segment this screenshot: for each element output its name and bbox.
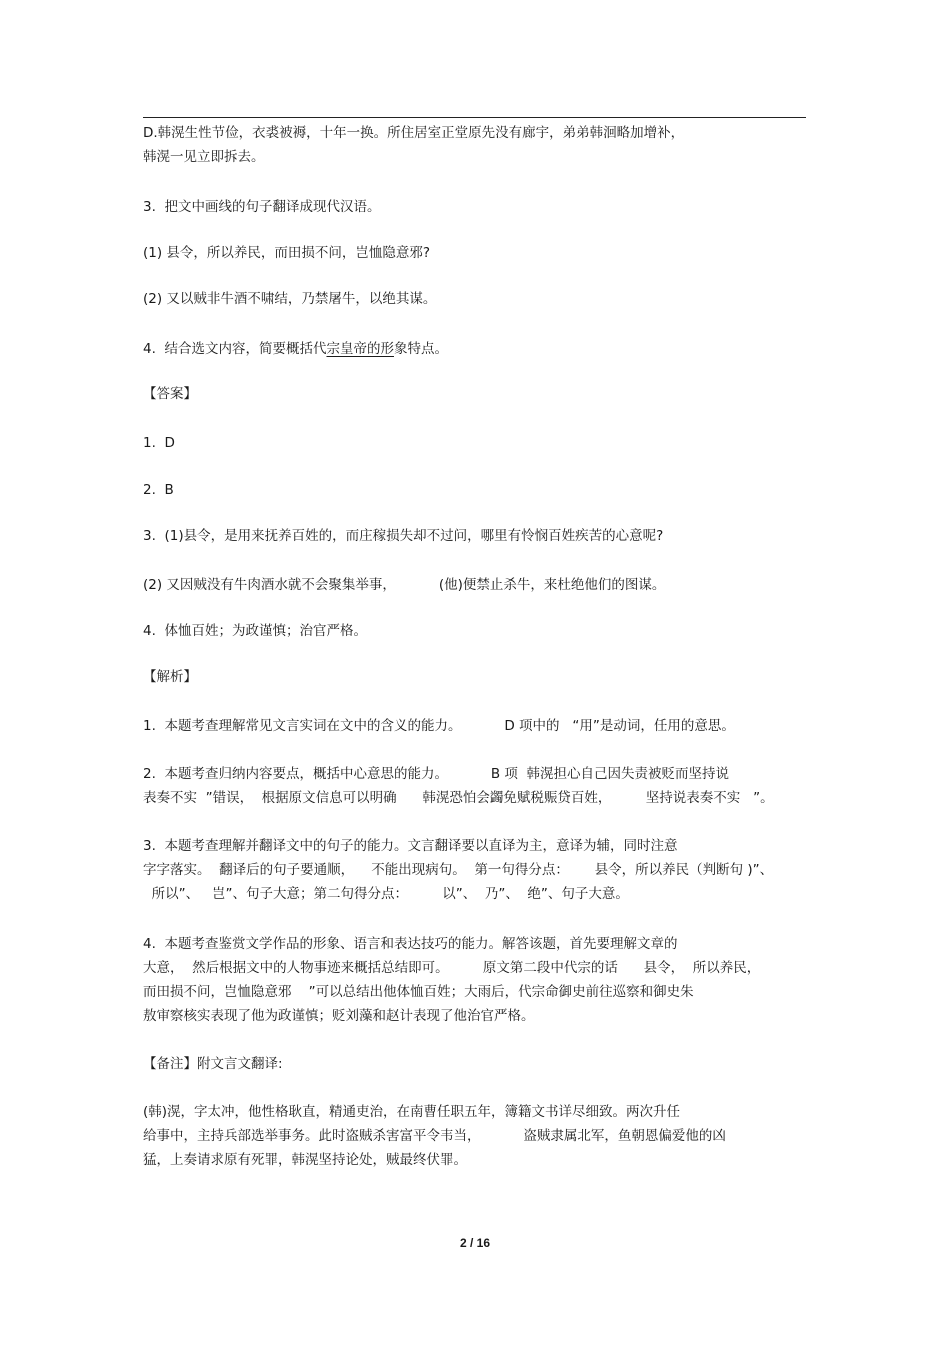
- analysis-paragraph-3-line-3: 所以”、 岂”、句子大意；第二句得分点： 以”、 乃”、 绝”、句子大意。: [143, 886, 629, 902]
- answer-3-part-2: (2) 又因贼没有牛肉酒水就不会聚集举事， (他)便禁止杀牛，来杜绝他们的图谋。: [143, 577, 666, 593]
- analysis-paragraph-4-line-3: 而田损不问，岂恤隐意邪 ”可以总结出他体恤百姓；大雨后，代宗命御史前往巡察和御史朱: [143, 984, 694, 1000]
- note-line-3: 猛，上奏请求原有死罪，韩滉坚持论处，贼最终伏罪。: [143, 1152, 467, 1168]
- note-line-1: (韩)滉，字太冲，他性格耿直，精通吏治，在南曹任职五年，簿籍文书详尽细致。两次升任: [143, 1104, 681, 1120]
- answer-2: 2. B: [143, 482, 174, 498]
- note-heading: 【备注】附文言文翻译:: [143, 1056, 283, 1072]
- analysis-paragraph-3-line-1: 3. 本题考查理解并翻译文中的句子的能力。文言翻译要以直译为主，意译为辅，同时注意: [143, 838, 678, 854]
- answer-4: 4. 体恤百姓；为政谨慎；治官严格。: [143, 623, 367, 639]
- question-4-stem-pre: 4. 结合选文内容，简要概括代: [143, 341, 327, 357]
- question-3-sentence-2: (2) 又以贼非牛酒不啸结，乃禁屠牛，以绝其谋。: [143, 291, 437, 307]
- question-3-stem: 3. 把文中画线的句子翻译成现代汉语。: [143, 199, 381, 215]
- answer-heading: 【答案】: [143, 386, 197, 402]
- analysis-paragraph-4-line-4: 敖审察核实表现了他为政谨慎；贬刘藻和赵计表现了他治官严格。: [143, 1008, 535, 1024]
- analysis-paragraph-1: 1. 本题考查理解常见文言实词在文中的含义的能力。 D 项中的 “用”是动词，任用的意思。: [143, 718, 735, 734]
- question-4-stem-underlined: 宗皇帝的形: [326, 341, 394, 357]
- analysis-heading: 【解析】: [143, 669, 197, 685]
- analysis-paragraph-2-line-2: 表奏不实 ”错误， 根据原文信息可以明确 韩滉恐怕会蠲免赋税赈贷百姓， 坚持说表奏不实 ”。: [143, 790, 774, 806]
- note-line-2: 给事中，主持兵部选举事务。此时盗贼杀害富平令韦当， 盗贼隶属北军，鱼朝恩偏爱他的凶: [143, 1128, 726, 1144]
- analysis-paragraph-4-line-2: 大意， 然后根据文中的人物事迹来概括总结即可。 原文第二段中代宗的话 县令， 所以养民，: [143, 960, 761, 976]
- option-d-line-2: 韩滉一见立即拆去。: [143, 149, 265, 165]
- analysis-paragraph-4-line-1: 4. 本题考查鉴赏文学作品的形象、语言和表达技巧的能力。解答该题，首先要理解文章的: [143, 936, 678, 952]
- answer-1: 1. D: [143, 435, 175, 451]
- option-d-line-1: D.韩滉生性节俭，衣裘被褥，十年一换。所住居室正堂原先没有廊宇，弟弟韩洄略加增补，: [143, 125, 685, 141]
- answer-3-part-1: 3. (1)县令，是用来抚养百姓的，而庄稼损失却不过问，哪里有怜悯百姓疾苦的心意呢?: [143, 528, 664, 544]
- header-rule: [143, 117, 806, 118]
- question-4-stem-post: 象特点。: [393, 341, 448, 357]
- question-4-stem: [143, 340, 448, 358]
- question-3-sentence-1: (1) 县令，所以养民，而田损不问，岂恤隐意邪?: [143, 245, 431, 261]
- analysis-paragraph-2-line-1: 2. 本题考查归纳内容要点，概括中心意思的能力。 B 项 韩滉担心自己因失责被贬而坚持说: [143, 766, 730, 782]
- page-number: 2 / 16: [459, 1236, 491, 1250]
- analysis-paragraph-3-line-2: 字字落实。 翻译后的句子要通顺， 不能出现病句。 第一句得分点： 县令，所以养民（判断句 )”、: [143, 862, 774, 878]
